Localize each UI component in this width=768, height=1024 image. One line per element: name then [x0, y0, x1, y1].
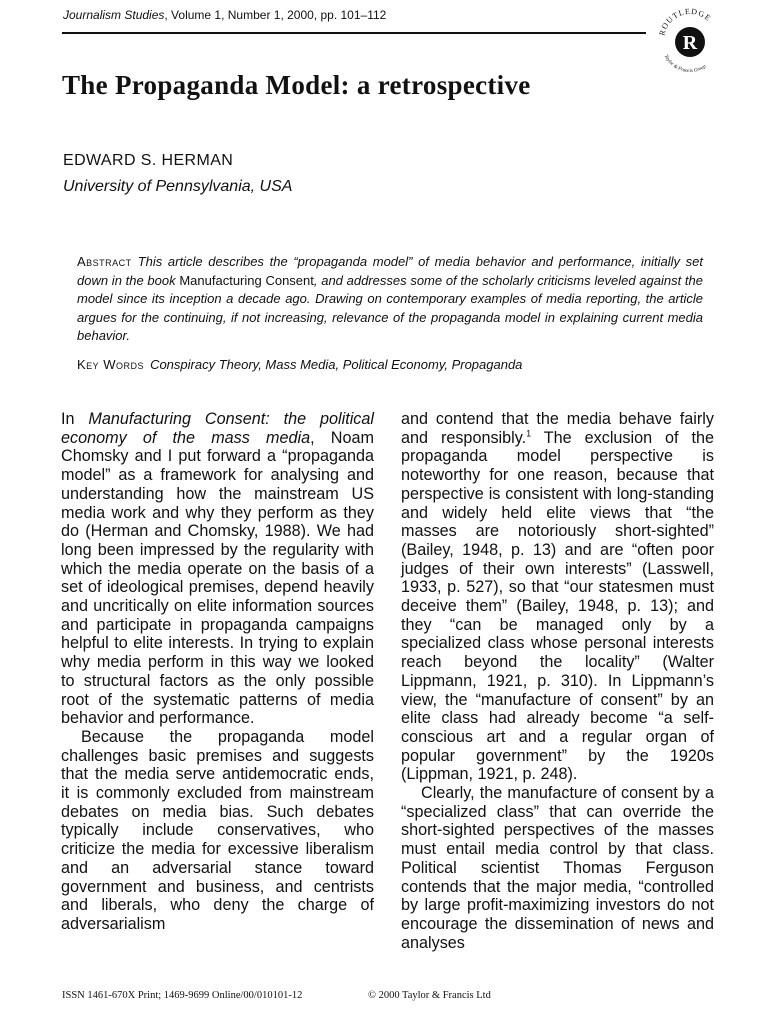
journal-name: Journalism Studies	[63, 8, 165, 22]
author-affiliation: University of Pennsylvania, USA	[63, 178, 293, 195]
paragraph: Clearly, the manufacture of consent by a “specialized class” that can override the short-sighted perspectives of the masses must entail media control by that class. Political scientist Thomas Ferguson contends that the major media, “controlled by large profit-maximizing investors do not encourage the dissemination of news and analyses	[401, 784, 714, 952]
journal-citation	[63, 8, 386, 22]
logo-letter: R	[682, 32, 698, 54]
footer-issn: ISSN 1461-670X Print; 1469-9699 Online/00/010101-12	[62, 990, 303, 1001]
paragraph-text: and contend that the media behave fairly and responsibly.	[401, 410, 714, 447]
keywords-list: Conspiracy Theory, Mass Media, Political Economy, Propaganda	[150, 357, 523, 372]
paragraph	[61, 410, 374, 728]
logo-subtext: Taylor & Francis Group	[662, 54, 708, 75]
article-title: The Propaganda Model: a retrospective	[62, 70, 531, 100]
keywords	[77, 357, 703, 372]
abstract-label: Abstract	[77, 254, 132, 269]
citation-details: , Volume 1, Number 1, 2000, pp. 101–112	[164, 8, 387, 22]
body-column-right	[401, 410, 714, 952]
abstract-text-1: This article describes the “propaganda model” of media behavior and performance, initially set down in the book	[77, 254, 703, 288]
paragraph	[401, 410, 714, 784]
author-name: EDWARD S. HERMAN	[63, 152, 234, 169]
routledge-logo-icon	[654, 4, 726, 76]
footer-copyright: © 2000 Taylor & Francis Ltd	[368, 990, 491, 1001]
svg-text:Taylor & Francis Group	[663, 54, 708, 74]
abstract	[77, 253, 703, 346]
book-title: Manufacturing Consent: the political economy of the mass media	[61, 410, 375, 447]
keywords-label: Key Words	[77, 357, 145, 372]
paragraph: Because the propaganda model challenges basic premises and suggests that the media serve antidemocratic ends, it is commonly excluded from mainstream debates on media bias. Such debates typically include conservatives, who criticize the media for excessive liberalism and an adversarial stance toward government and business, and centrists and liberals, who deny the charge of adversarialism	[61, 727, 374, 933]
paragraph-text: The exclusion of the propaganda model perspective is noteworthy for one reason, because that perspective is consistent with long-standing and widely held elite views that “the masses are notoriously short-sighted” (Bailey, 1948, p. 13) and are “often poor judges of their own interests” (Lasswell, 1933, p. 527), so that “our statesmen must deceive them” (Bailey, 1948, p. 13); and they “can be managed only by a specialized class whose personal interests reach beyond the locality” (Walter Lippmann, 1921, p. 310). In Lippmann’s view, the “manufacture of consent” by an elite class had already become “a self-conscious art and a regular organ of popular government” by the 1920s (Lippman, 1921, p. 248).	[401, 428, 714, 784]
paragraph-intro: In	[61, 410, 89, 428]
logo-text: ROUTLEDGE	[657, 6, 713, 37]
abstract-text-2: , and addresses some of the scholarly criticisms leveled against the model since its inception a decade ago. Drawing on contemporary examples of media reporting, the article argues for the continuing, if not increasing, relevance of the propaganda model in explaining current media behavior.	[77, 272, 703, 343]
paragraph-text: , Noam Chomsky and I put forward a “propaganda model” as a framework for analysing and understanding how the mainstream US media work and why they perform as they do (Herman and Chomsky, 1988). We had long been impressed by the regularity with which the media operate on the basis of a set of ideological premises, depend heavily and uncritically on elite information sources and participate in propaganda campaigns helpful to elite interests. In trying to explain why media perform in this way we looked to structural factors as the only possible root of the systematic patterns of media behavior and performance.	[61, 428, 374, 728]
body-column-left	[61, 410, 374, 934]
header-rule	[62, 32, 646, 34]
footnote-marker[interactable]: 1	[526, 428, 532, 439]
abstract-book-title: Manufacturing Consent	[179, 272, 314, 288]
